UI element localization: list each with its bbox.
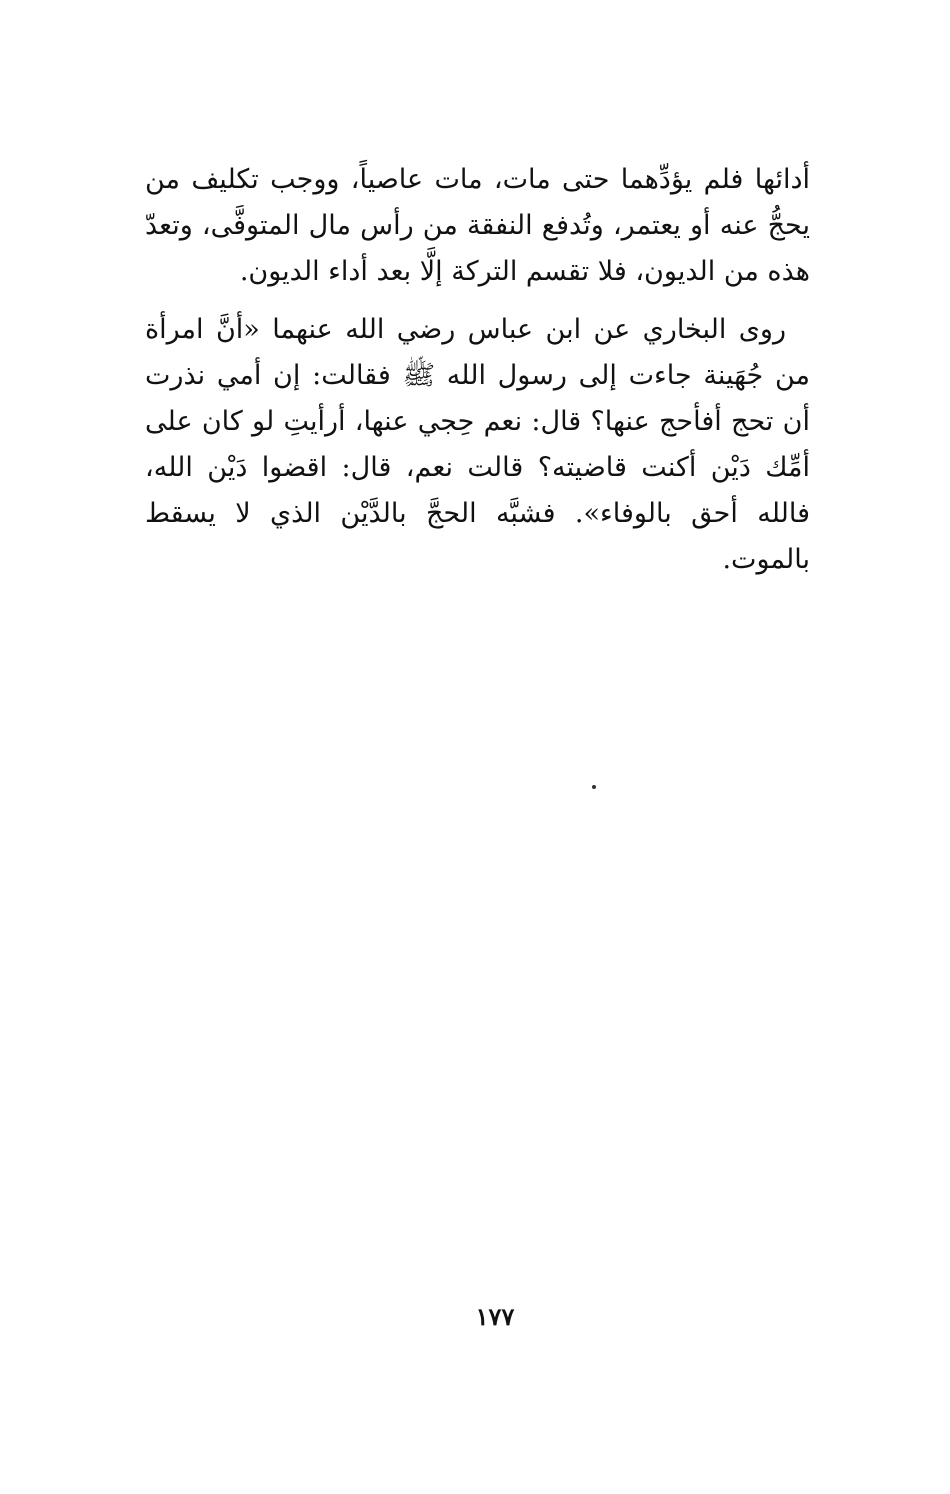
paragraph-1: أدائها فلم يؤدِّهما حتى مات، مات عاصياً، ووجب تكليف من يحجُّ عنه أو يعتمر، وتُدفع النفقة من رأس مال المتوفَّى، وتعدّ هذه من الديون، فلا تقسم التركة إلَّا بعد أداء الديون.: [145, 164, 810, 287]
page-number: ١٧٧: [475, 1302, 515, 1331]
decorative-dot: [592, 785, 596, 789]
paragraph-2: روى البخاري عن ابن عباس رضي الله عنهما «أنَّ امرأة من جُهَينة جاءت إلى رسول الله ﷺ فقالت: إن أمي نذرت أن تحج أفأحج عنها؟ قال: نعم حِجي عنها، أرأيتِ لو كان على أمِّك دَيْن أكنت قاضيته؟ قالت نعم، قال: اقضوا دَيْن الله، فالله أحق بالوفاء». فشبَّه الحجَّ بالدَّيْن الذي لا يسقط بالموت.: [145, 314, 810, 575]
